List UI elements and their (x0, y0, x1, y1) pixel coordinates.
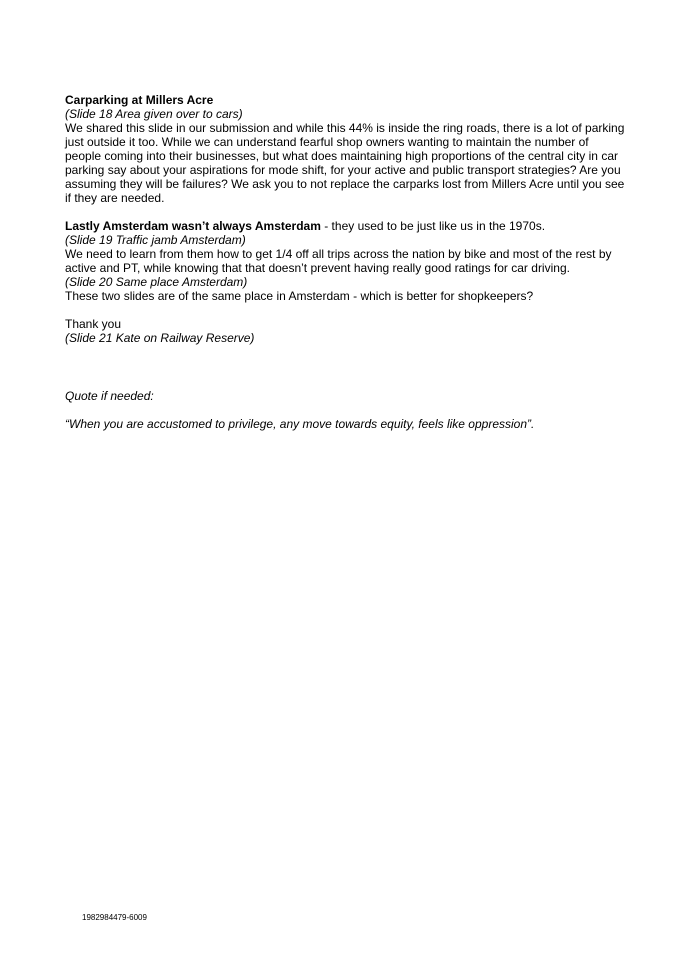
slide-note-18: (Slide 18 Area given over to cars) (65, 107, 243, 121)
paragraph-carparking: We shared this slide in our submission and while this 44% is inside the ring roads, there is a lot of parking just outside it too. While we can understand fearful shop owners wanting to maintain the number of people coming into their businesses, but what does maintaining high proportions of the central city in car parking say about your aspirations for mode shift, for your active and public transport strategies? Are you assuming they will be failures? We ask you to not replace the carparks lost from Millers Acre until you see if they are needed. (65, 121, 625, 205)
slide-note-19: (Slide 19 Traffic jamb Amsterdam) (65, 233, 246, 247)
document-page (65, 93, 625, 431)
spacer (65, 345, 625, 389)
thank-you-text: Thank you (65, 317, 122, 331)
amsterdam-intro-line (65, 219, 625, 233)
quote-label: Quote if needed: (65, 389, 154, 403)
slide-note-21: (Slide 21 Kate on Railway Reserve) (65, 331, 255, 345)
amsterdam-heading-tail: - they used to be just like us in the 1970s. (320, 219, 546, 233)
paragraph-amsterdam-compare: These two slides are of the same place in Amsterdam - which is better for shopkeepers? (65, 289, 534, 303)
spacer (65, 205, 625, 219)
quote-text: “When you are accustomed to privilege, any move towards equity, feels like oppression”. (65, 417, 535, 431)
document-id-footer: 1982984479-6009 (82, 913, 147, 922)
paragraph-amsterdam-learn: We need to learn from them how to get 1/4 off all trips across the nation by bike and most of the rest by active and PT, while knowing that that doesn’t prevent having really good ratings for car driving. (65, 247, 612, 275)
spacer (65, 403, 625, 417)
section-heading-carparking: Carparking at Millers Acre (65, 93, 214, 107)
slide-note-20: (Slide 20 Same place Amsterdam) (65, 275, 248, 289)
section-heading-amsterdam: Lastly Amsterdam wasn’t always Amsterdam (65, 219, 321, 233)
spacer (65, 303, 625, 317)
